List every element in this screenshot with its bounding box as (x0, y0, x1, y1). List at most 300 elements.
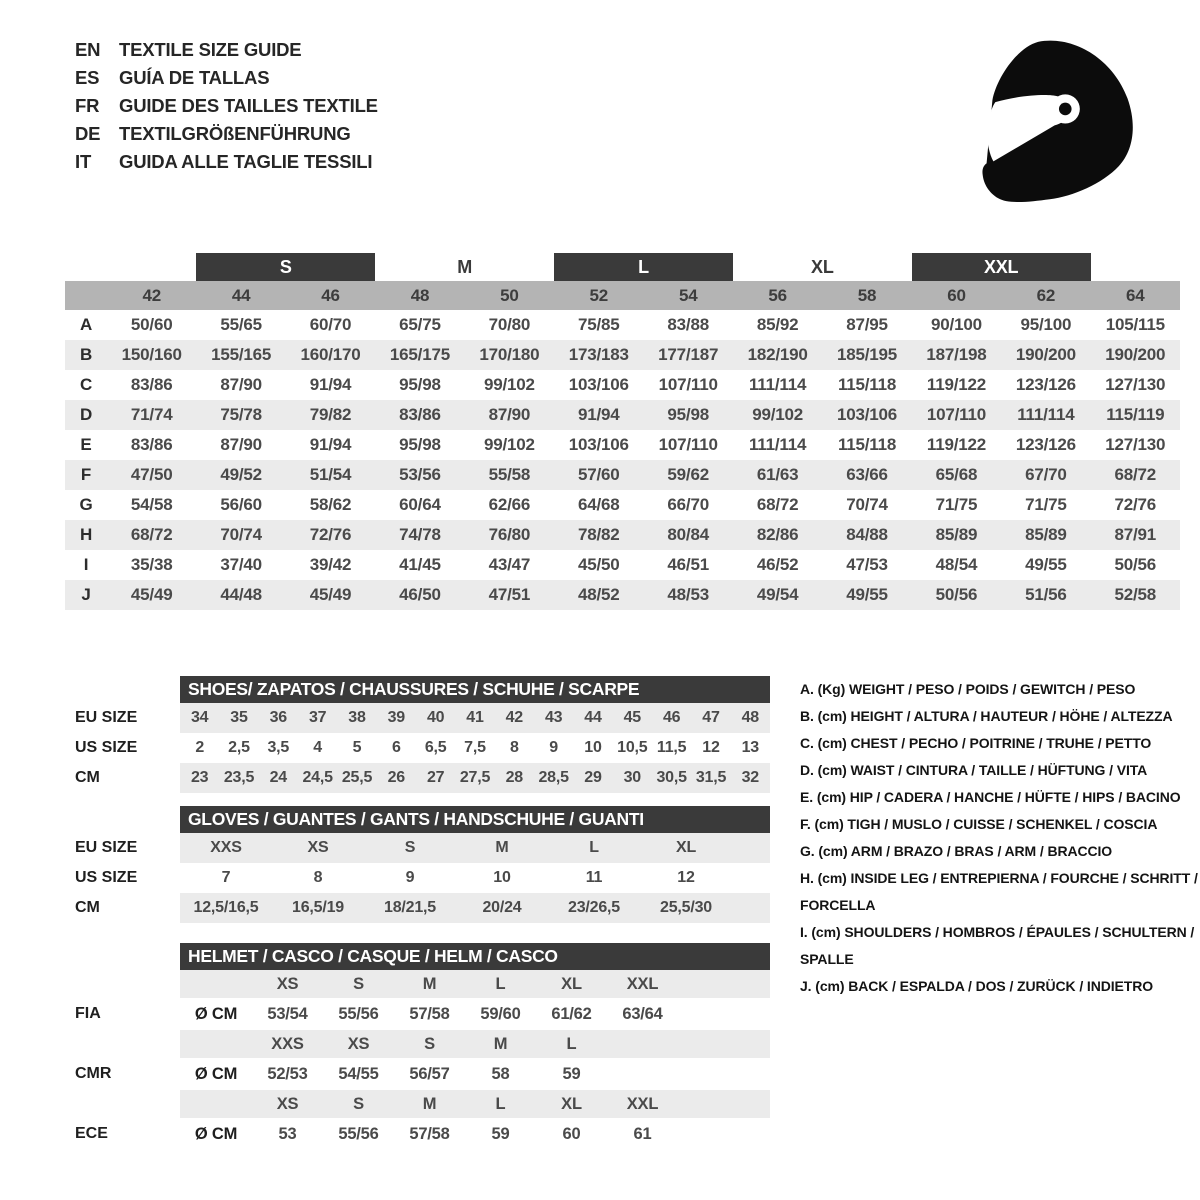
legend-item: C. (cm) CHEST / PECHO / POITRINE / TRUHE / PETTO (800, 735, 1152, 751)
measure-row-f (65, 460, 1180, 490)
cell: 32 (741, 769, 760, 786)
cell: 16,5/19 (292, 899, 344, 916)
cell: 43 (544, 709, 563, 726)
size-value: 99/102 (752, 405, 804, 424)
helmet-size-header: S (353, 974, 364, 993)
cell: 10,5 (617, 739, 648, 756)
row-letter: G (79, 495, 93, 514)
size-col-header: 52 (589, 285, 609, 305)
cell: 39 (387, 709, 406, 726)
measure-row-a (65, 310, 1180, 340)
size-value: 83/88 (667, 315, 709, 334)
size-value: 46/51 (667, 555, 709, 574)
row-label: US SIZE (75, 869, 138, 886)
row-label: EU SIZE (75, 839, 138, 856)
helmet-size-value: 56/57 (409, 1064, 450, 1083)
size-value: 37/40 (220, 555, 262, 574)
helmet-standard-row (75, 998, 770, 1030)
cell: 10 (584, 739, 602, 756)
size-value: 95/98 (399, 435, 441, 454)
size-value: 103/106 (568, 435, 629, 454)
language-row (75, 92, 378, 120)
size-value: 60/70 (309, 315, 352, 334)
helmet-size-value: 58 (491, 1064, 510, 1083)
helmet-size-value: 54/55 (338, 1064, 379, 1083)
standard-label: CMR (75, 1065, 112, 1082)
language-label: GUIDA ALLE TAGLIE TESSILI (119, 151, 373, 172)
cell: 45 (623, 709, 642, 726)
size-value: 41/45 (399, 555, 441, 574)
helmet-sizes-row (75, 970, 770, 998)
size-value: 83/86 (130, 375, 173, 394)
cell: S (404, 839, 416, 856)
language-code: DE (75, 123, 101, 144)
size-value: 127/130 (1105, 435, 1166, 454)
size-value: 45/49 (309, 585, 352, 604)
size-value: 75/85 (578, 315, 620, 334)
size-value: 68/72 (130, 525, 173, 544)
helmet-sizes (180, 1090, 770, 1118)
cell: 7 (221, 869, 231, 886)
cell: 36 (269, 709, 288, 726)
size-value: 43/47 (488, 555, 531, 574)
row-values (180, 733, 770, 763)
size-value: 91/94 (578, 405, 620, 424)
size-value: 95/100 (1020, 315, 1072, 334)
helmet-standard-row (75, 1058, 770, 1090)
helmet-size-header: XXL (626, 974, 659, 993)
standard-label: ECE (75, 1125, 108, 1142)
size-group-m: M (457, 257, 473, 277)
cell: 5 (352, 739, 362, 756)
size-col-header: 62 (1036, 285, 1056, 305)
cell: 27,5 (459, 769, 491, 786)
measure-row-c (65, 370, 1180, 400)
size-value: 83/86 (399, 405, 441, 424)
size-value: 79/82 (309, 405, 352, 424)
size-value: 82/86 (756, 525, 799, 544)
row-letter: A (79, 315, 93, 334)
cell: 34 (190, 709, 209, 726)
size-value: 160/170 (300, 345, 361, 364)
size-value: 67/70 (1025, 465, 1067, 484)
size-value: 190/200 (1105, 345, 1166, 364)
unit-label: Ø CM (194, 1124, 238, 1143)
size-value: 57/60 (578, 465, 620, 484)
cell: 2,5 (228, 739, 250, 756)
cell: XXS (210, 839, 242, 856)
size-value: 115/118 (837, 435, 897, 454)
shoes-row (75, 703, 770, 733)
size-value: 54/58 (130, 495, 173, 514)
size-value: 99/102 (483, 375, 535, 394)
size-value: 190/200 (1015, 345, 1076, 364)
unit-label: Ø CM (194, 1004, 238, 1023)
size-value: 119/122 (926, 435, 986, 454)
size-value: 48/52 (578, 585, 620, 604)
size-value: 155/165 (211, 345, 272, 364)
helmet-size-header: XS (276, 974, 299, 993)
cell: 8 (313, 869, 323, 886)
size-value: 71/75 (1025, 495, 1067, 514)
legend-item: A. (Kg) WEIGHT / PESO / POIDS / GEWITCH / PESO (800, 681, 1136, 697)
size-col-header: 58 (857, 285, 877, 305)
cell: L (589, 839, 599, 856)
helmet-sizes (180, 1030, 770, 1058)
helmet-size-value: 57/58 (409, 1124, 450, 1143)
cell: 28,5 (538, 769, 569, 786)
size-value: 123/126 (1015, 375, 1076, 394)
legend-item: I. (cm) SHOULDERS / HOMBROS / ÉPAULES / SCHULTERN / SPALLE (800, 924, 1195, 967)
size-value: 70/74 (846, 495, 888, 514)
cell: 41 (466, 709, 484, 726)
shoes-table-rows (75, 703, 770, 793)
size-value: 170/180 (479, 345, 540, 364)
row-letter: F (80, 465, 92, 484)
cell: 27 (426, 769, 445, 786)
numeric-size-row (65, 281, 1180, 310)
cell: 2 (195, 739, 205, 756)
size-value: 44/48 (220, 585, 262, 604)
size-group-l: L (554, 253, 733, 281)
helmet-size-header: XXL (626, 1094, 659, 1113)
cell: 42 (505, 709, 524, 726)
gloves-table-rows (75, 833, 770, 923)
racing-helmet-icon (975, 38, 1140, 208)
cell: 4 (313, 739, 322, 756)
size-value: 85/89 (1025, 525, 1067, 544)
size-value: 177/187 (658, 345, 719, 364)
helmet-table (75, 943, 770, 1150)
row-letter: J (81, 585, 91, 604)
legend-item: F. (cm) TIGH / MUSLO / CUISSE / SCHENKEL / COSCIA (800, 816, 1158, 832)
size-value: 64/68 (578, 495, 620, 514)
language-row (75, 148, 378, 176)
size-value: 61/63 (756, 465, 799, 484)
size-value: 48/54 (935, 555, 978, 574)
cell: 44 (584, 709, 602, 726)
size-value: 84/88 (846, 525, 888, 544)
gloves-table-title: GLOVES / GUANTES / GANTS / HANDSCHUHE / GUANTI (180, 806, 770, 833)
size-value: 68/72 (1114, 465, 1157, 484)
helmet-standard-row (75, 1118, 770, 1150)
size-value: 72/76 (1114, 495, 1157, 514)
cell: M (495, 839, 509, 856)
cell: 11 (585, 869, 603, 886)
size-value: 51/56 (1025, 585, 1067, 604)
size-value: 71/75 (935, 495, 978, 514)
size-col-header: 60 (947, 285, 966, 305)
size-value: 66/70 (667, 495, 709, 514)
cell: 9 (405, 869, 415, 886)
helmet-size-header: XS (347, 1034, 370, 1053)
helmet-size-value: 55/56 (338, 1004, 379, 1023)
cell: 11,5 (656, 739, 687, 756)
measure-row-i (65, 550, 1180, 580)
size-col-header: 46 (321, 285, 340, 305)
size-value: 47/51 (488, 585, 531, 604)
row-values (180, 893, 770, 923)
size-value: 52/58 (1114, 585, 1157, 604)
size-value: 99/102 (483, 435, 535, 454)
cell: 13 (741, 739, 760, 756)
size-value: 46/52 (756, 555, 799, 574)
cell: 3,5 (267, 739, 290, 756)
shoes-row (75, 763, 770, 793)
size-value: 91/94 (309, 435, 352, 454)
size-col-header: 56 (768, 285, 787, 305)
legend-item: B. (cm) HEIGHT / ALTURA / HAUTEUR / HÖHE / ALTEZZA (800, 708, 1173, 724)
language-label: TEXTILE SIZE GUIDE (119, 39, 302, 60)
size-value: 71/74 (130, 405, 173, 424)
row-label: US SIZE (75, 739, 138, 756)
size-value: 70/74 (220, 525, 262, 544)
size-value: 46/50 (399, 585, 441, 604)
helmet-size-header: S (353, 1094, 364, 1113)
helmet-size-header: XL (561, 1094, 582, 1113)
helmet-table-title: HELMET / CASCO / CASQUE / HELM / CASCO (180, 943, 770, 970)
size-value: 87/90 (220, 435, 262, 454)
size-group-row (65, 253, 1180, 281)
legend-item: G. (cm) ARM / BRAZO / BRAS / ARM / BRACCIO (800, 843, 1113, 859)
size-value: 78/82 (578, 525, 620, 544)
cell: 12 (702, 739, 720, 756)
size-value: 115/119 (1106, 405, 1165, 424)
size-group-xxl: XXL (912, 253, 1091, 281)
cell: XS (307, 839, 329, 856)
helmet-size-header: L (495, 974, 506, 993)
helmet-size-value: 60 (562, 1124, 581, 1143)
legend-item: H. (cm) INSIDE LEG / ENTREPIERNA / FOURCHE / SCHRITT / FORCELLA (800, 870, 1198, 913)
language-row (75, 36, 378, 64)
size-value: 85/89 (935, 525, 978, 544)
size-value: 65/75 (399, 315, 441, 334)
size-value: 49/52 (220, 465, 262, 484)
helmet-size-value: 57/58 (409, 1004, 450, 1023)
helmet-size-value: 59 (491, 1124, 510, 1143)
cell: 31,5 (695, 769, 727, 786)
size-value: 103/106 (837, 405, 898, 424)
cell: 48 (741, 709, 760, 726)
gloves-table (75, 806, 770, 923)
cell: 30 (623, 769, 642, 786)
size-value: 87/91 (1114, 525, 1157, 544)
helmet-size-header: XXS (271, 1034, 304, 1053)
gloves-row (75, 893, 770, 923)
row-label: CM (75, 899, 100, 916)
size-group-xl: XL (811, 257, 834, 277)
size-value: 107/110 (658, 435, 718, 454)
unit-label: Ø CM (194, 1064, 238, 1083)
helmet-size-value: 63/64 (622, 1004, 663, 1023)
size-value: 95/98 (399, 375, 441, 394)
size-value: 80/84 (667, 525, 709, 544)
helmet-size-value: 61 (633, 1124, 652, 1143)
size-value: 119/122 (926, 375, 986, 394)
gloves-row (75, 833, 770, 863)
helmet-size-value: 61/62 (551, 1004, 592, 1023)
size-value: 50/56 (935, 585, 978, 604)
measure-row-e (65, 430, 1180, 460)
size-col-header: 54 (678, 285, 698, 305)
measure-row-h (65, 520, 1180, 550)
helmet-size-header: M (493, 1034, 508, 1053)
row-label: CM (75, 769, 100, 786)
cell: 24,5 (302, 769, 333, 786)
helmet-size-header: M (422, 974, 437, 993)
size-value: 75/78 (220, 405, 262, 424)
helmet-size-value: 52/53 (267, 1064, 308, 1083)
size-value: 111/114 (748, 375, 807, 394)
standard-label: FIA (75, 1005, 101, 1022)
size-value: 70/80 (488, 315, 531, 334)
helmet-values (180, 1058, 770, 1090)
legend-item: E. (cm) HIP / CADERA / HANCHE / HÜFTE / HIPS / BACINO (800, 789, 1181, 805)
cell: 10 (493, 869, 511, 886)
shoes-table (75, 676, 770, 793)
cell: 23,5 (223, 769, 255, 786)
language-code: IT (75, 151, 92, 172)
size-value: 150/160 (121, 345, 182, 364)
size-value: 91/94 (309, 375, 352, 394)
size-value: 63/66 (846, 465, 888, 484)
cell: 38 (348, 709, 366, 726)
size-value: 55/58 (488, 465, 531, 484)
size-value: 58/62 (309, 495, 352, 514)
measure-row-g (65, 490, 1180, 520)
size-value: 59/62 (667, 465, 709, 484)
cell: 6 (391, 739, 401, 756)
size-value: 65/68 (935, 465, 978, 484)
size-value: 107/110 (926, 405, 986, 424)
row-letter: E (80, 435, 92, 454)
size-value: 87/95 (846, 315, 888, 334)
size-value: 50/56 (1114, 555, 1157, 574)
size-value: 95/98 (667, 405, 709, 424)
row-letter: C (79, 375, 93, 394)
language-list (75, 36, 378, 176)
size-value: 185/195 (837, 345, 898, 364)
helmet-rows (75, 970, 770, 1150)
cell: 37 (308, 709, 327, 726)
cell: 30,5 (656, 769, 687, 786)
cell: 25,5/30 (660, 899, 712, 916)
row-letter: D (79, 405, 93, 424)
size-value: 51/54 (309, 465, 352, 484)
size-value: 35/38 (130, 555, 173, 574)
size-col-header: 42 (142, 285, 161, 305)
row-values (180, 703, 770, 733)
row-values (180, 833, 770, 863)
size-value: 182/190 (747, 345, 808, 364)
shoes-table-title: SHOES/ ZAPATOS / CHAUSSURES / SCHUHE / SCARPE (180, 676, 770, 703)
language-row (75, 64, 378, 92)
helmet-size-value: 59 (562, 1064, 581, 1083)
size-value: 103/106 (568, 375, 629, 394)
size-value: 76/80 (488, 525, 531, 544)
size-value: 90/100 (931, 315, 982, 334)
helmet-values (180, 998, 770, 1030)
size-value: 105/115 (1105, 315, 1165, 334)
size-value: 74/78 (399, 525, 441, 544)
size-value: 49/55 (1025, 555, 1067, 574)
row-values (180, 763, 770, 793)
row-label: EU SIZE (75, 709, 138, 726)
size-col-header: 50 (500, 285, 519, 305)
helmet-size-value: 53/54 (267, 1004, 308, 1023)
helmet-sizes-row (75, 1030, 770, 1058)
size-value: 111/114 (1017, 405, 1075, 424)
cell: 9 (549, 739, 558, 756)
legend-item: D. (cm) WAIST / CINTURA / TAILLE / HÜFTUNG / VITA (800, 762, 1148, 778)
shoes-row (75, 733, 770, 763)
size-value: 53/56 (399, 465, 441, 484)
size-value: 85/92 (756, 315, 799, 334)
cell: 6,5 (424, 739, 447, 756)
cell: 40 (426, 709, 445, 726)
measurement-legend (800, 676, 1200, 1000)
size-value: 47/53 (846, 555, 888, 574)
helmet-sizes-row (75, 1090, 770, 1118)
size-value: 107/110 (658, 375, 718, 394)
helmet-size-header: XS (276, 1094, 299, 1113)
cell: 46 (662, 709, 681, 726)
cell: 8 (509, 739, 519, 756)
gloves-row (75, 863, 770, 893)
size-value: 56/60 (220, 495, 262, 514)
cell: 23/26,5 (568, 899, 620, 916)
language-row (75, 120, 378, 148)
cell: 20/24 (482, 899, 522, 916)
size-value: 127/130 (1105, 375, 1166, 394)
size-value: 115/118 (837, 375, 897, 394)
size-value: 187/198 (926, 345, 987, 364)
language-label: GUÍA DE TALLAS (119, 67, 270, 88)
helmet-size-value: 55/56 (338, 1124, 379, 1143)
helmet-sizes (180, 970, 770, 998)
cell: 12 (677, 869, 695, 886)
row-letter: H (79, 525, 93, 544)
cell: 25,5 (341, 769, 373, 786)
cell: 28 (505, 769, 524, 786)
cell: 18/21,5 (384, 899, 436, 916)
language-code: FR (75, 95, 100, 116)
cell: 29 (584, 769, 602, 786)
size-value: 45/50 (578, 555, 620, 574)
cell: 35 (230, 709, 248, 726)
language-label: GUIDE DES TAILLES TEXTILE (119, 95, 378, 116)
size-value: 49/55 (846, 585, 888, 604)
size-value: 87/90 (220, 375, 262, 394)
size-value: 72/76 (309, 525, 352, 544)
helmet-size-header: S (424, 1034, 435, 1053)
cell: XL (675, 839, 697, 856)
size-value: 87/90 (488, 405, 531, 424)
main-size-table (65, 253, 1180, 610)
measure-row-d (65, 400, 1180, 430)
row-letter: B (79, 345, 93, 364)
row-values (180, 863, 770, 893)
size-value: 62/66 (488, 495, 531, 514)
cell: 26 (387, 769, 406, 786)
measure-row-j (65, 580, 1180, 610)
size-col-header: 64 (1126, 285, 1145, 305)
cell: 12,5/16,5 (193, 899, 259, 916)
racing-helmet-svg (975, 38, 1140, 208)
size-value: 68/72 (756, 495, 799, 514)
row-letter: I (83, 555, 89, 574)
cell: 24 (269, 769, 288, 786)
